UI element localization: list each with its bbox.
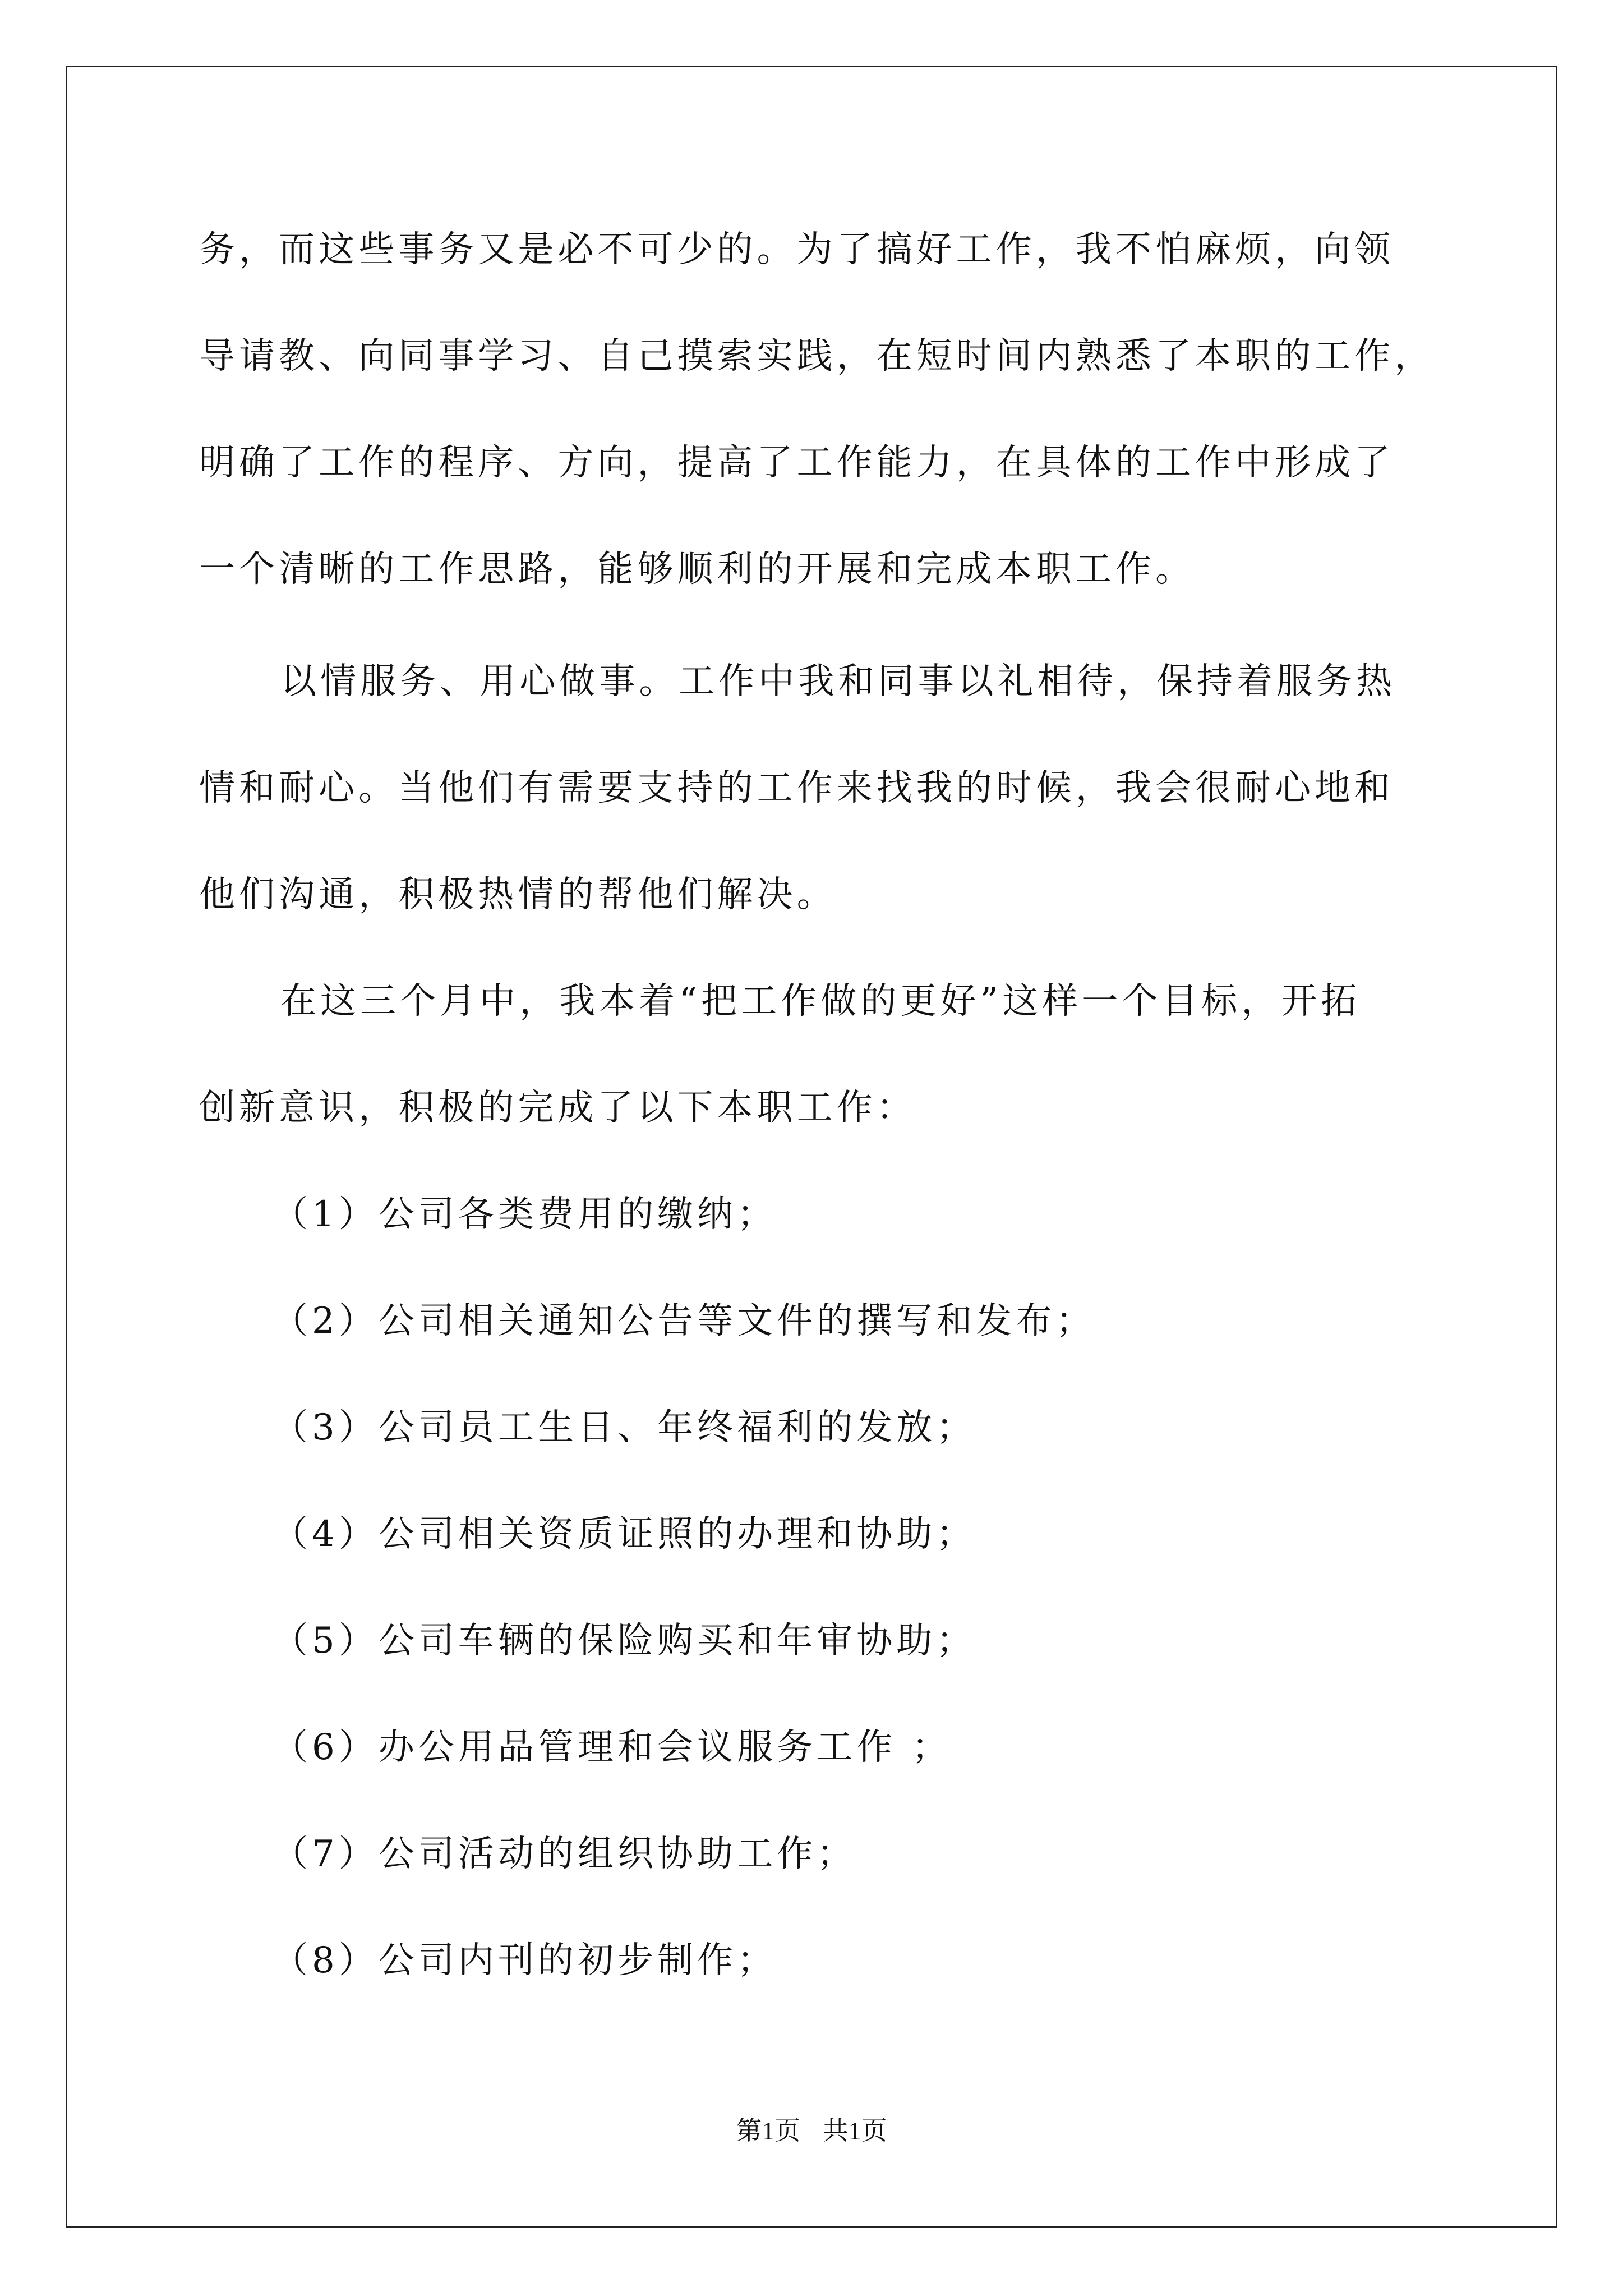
body-text-line: 一个清晰的工作思路，能够顺利的开展和完成本职工作。 — [199, 549, 1195, 590]
page-border — [66, 66, 1557, 2228]
list-item: （1）公司各类费用的缴纳； — [272, 1194, 777, 1235]
page-number: 第1页 — [736, 2116, 801, 2145]
list-item: （3）公司员工生日、年终福利的发放； — [272, 1407, 976, 1448]
body-text-line: 情和耐心。当他们有需要支持的工作来找我的时候，我会很耐心地和 — [199, 767, 1395, 809]
body-text-line: 导请教、向同事学习、自己摸索实践，在短时间内熟悉了本职的工作， — [199, 335, 1435, 377]
list-item: （4）公司相关资质证照的办理和协助； — [272, 1513, 976, 1555]
body-text-line: 创新意识，积极的完成了以下本职工作： — [199, 1087, 916, 1129]
body-text-line: 以情服务、用心做事。工作中我和同事以礼相待，保持着服务热 — [280, 661, 1396, 702]
list-item: （8）公司内刊的初步制作； — [272, 1940, 777, 1981]
page-total: 共1页 — [822, 2116, 887, 2145]
list-item: （2）公司相关通知公告等文件的撰写和发布； — [272, 1300, 1096, 1342]
page-footer — [0, 2118, 1623, 2144]
body-text-line: 他们沟通，积极热情的帮他们解决。 — [199, 874, 837, 915]
body-text-line: 务，而这些事务又是必不可少的。为了搞好工作，我不怕麻烦，向领 — [199, 229, 1395, 270]
list-item: （7）公司活动的组织协助工作； — [272, 1833, 857, 1875]
list-item: （5）公司车辆的保险购买和年审协助； — [272, 1620, 976, 1662]
list-item: （6）办公用品管理和会议服务工作 ； — [272, 1727, 952, 1768]
body-text-line: 在这三个月中，我本着“把工作做的更好”这样一个目标，开拓 — [280, 981, 1361, 1022]
body-text-line: 明确了工作的程序、方向，提高了工作能力，在具体的工作中形成了 — [199, 442, 1395, 484]
